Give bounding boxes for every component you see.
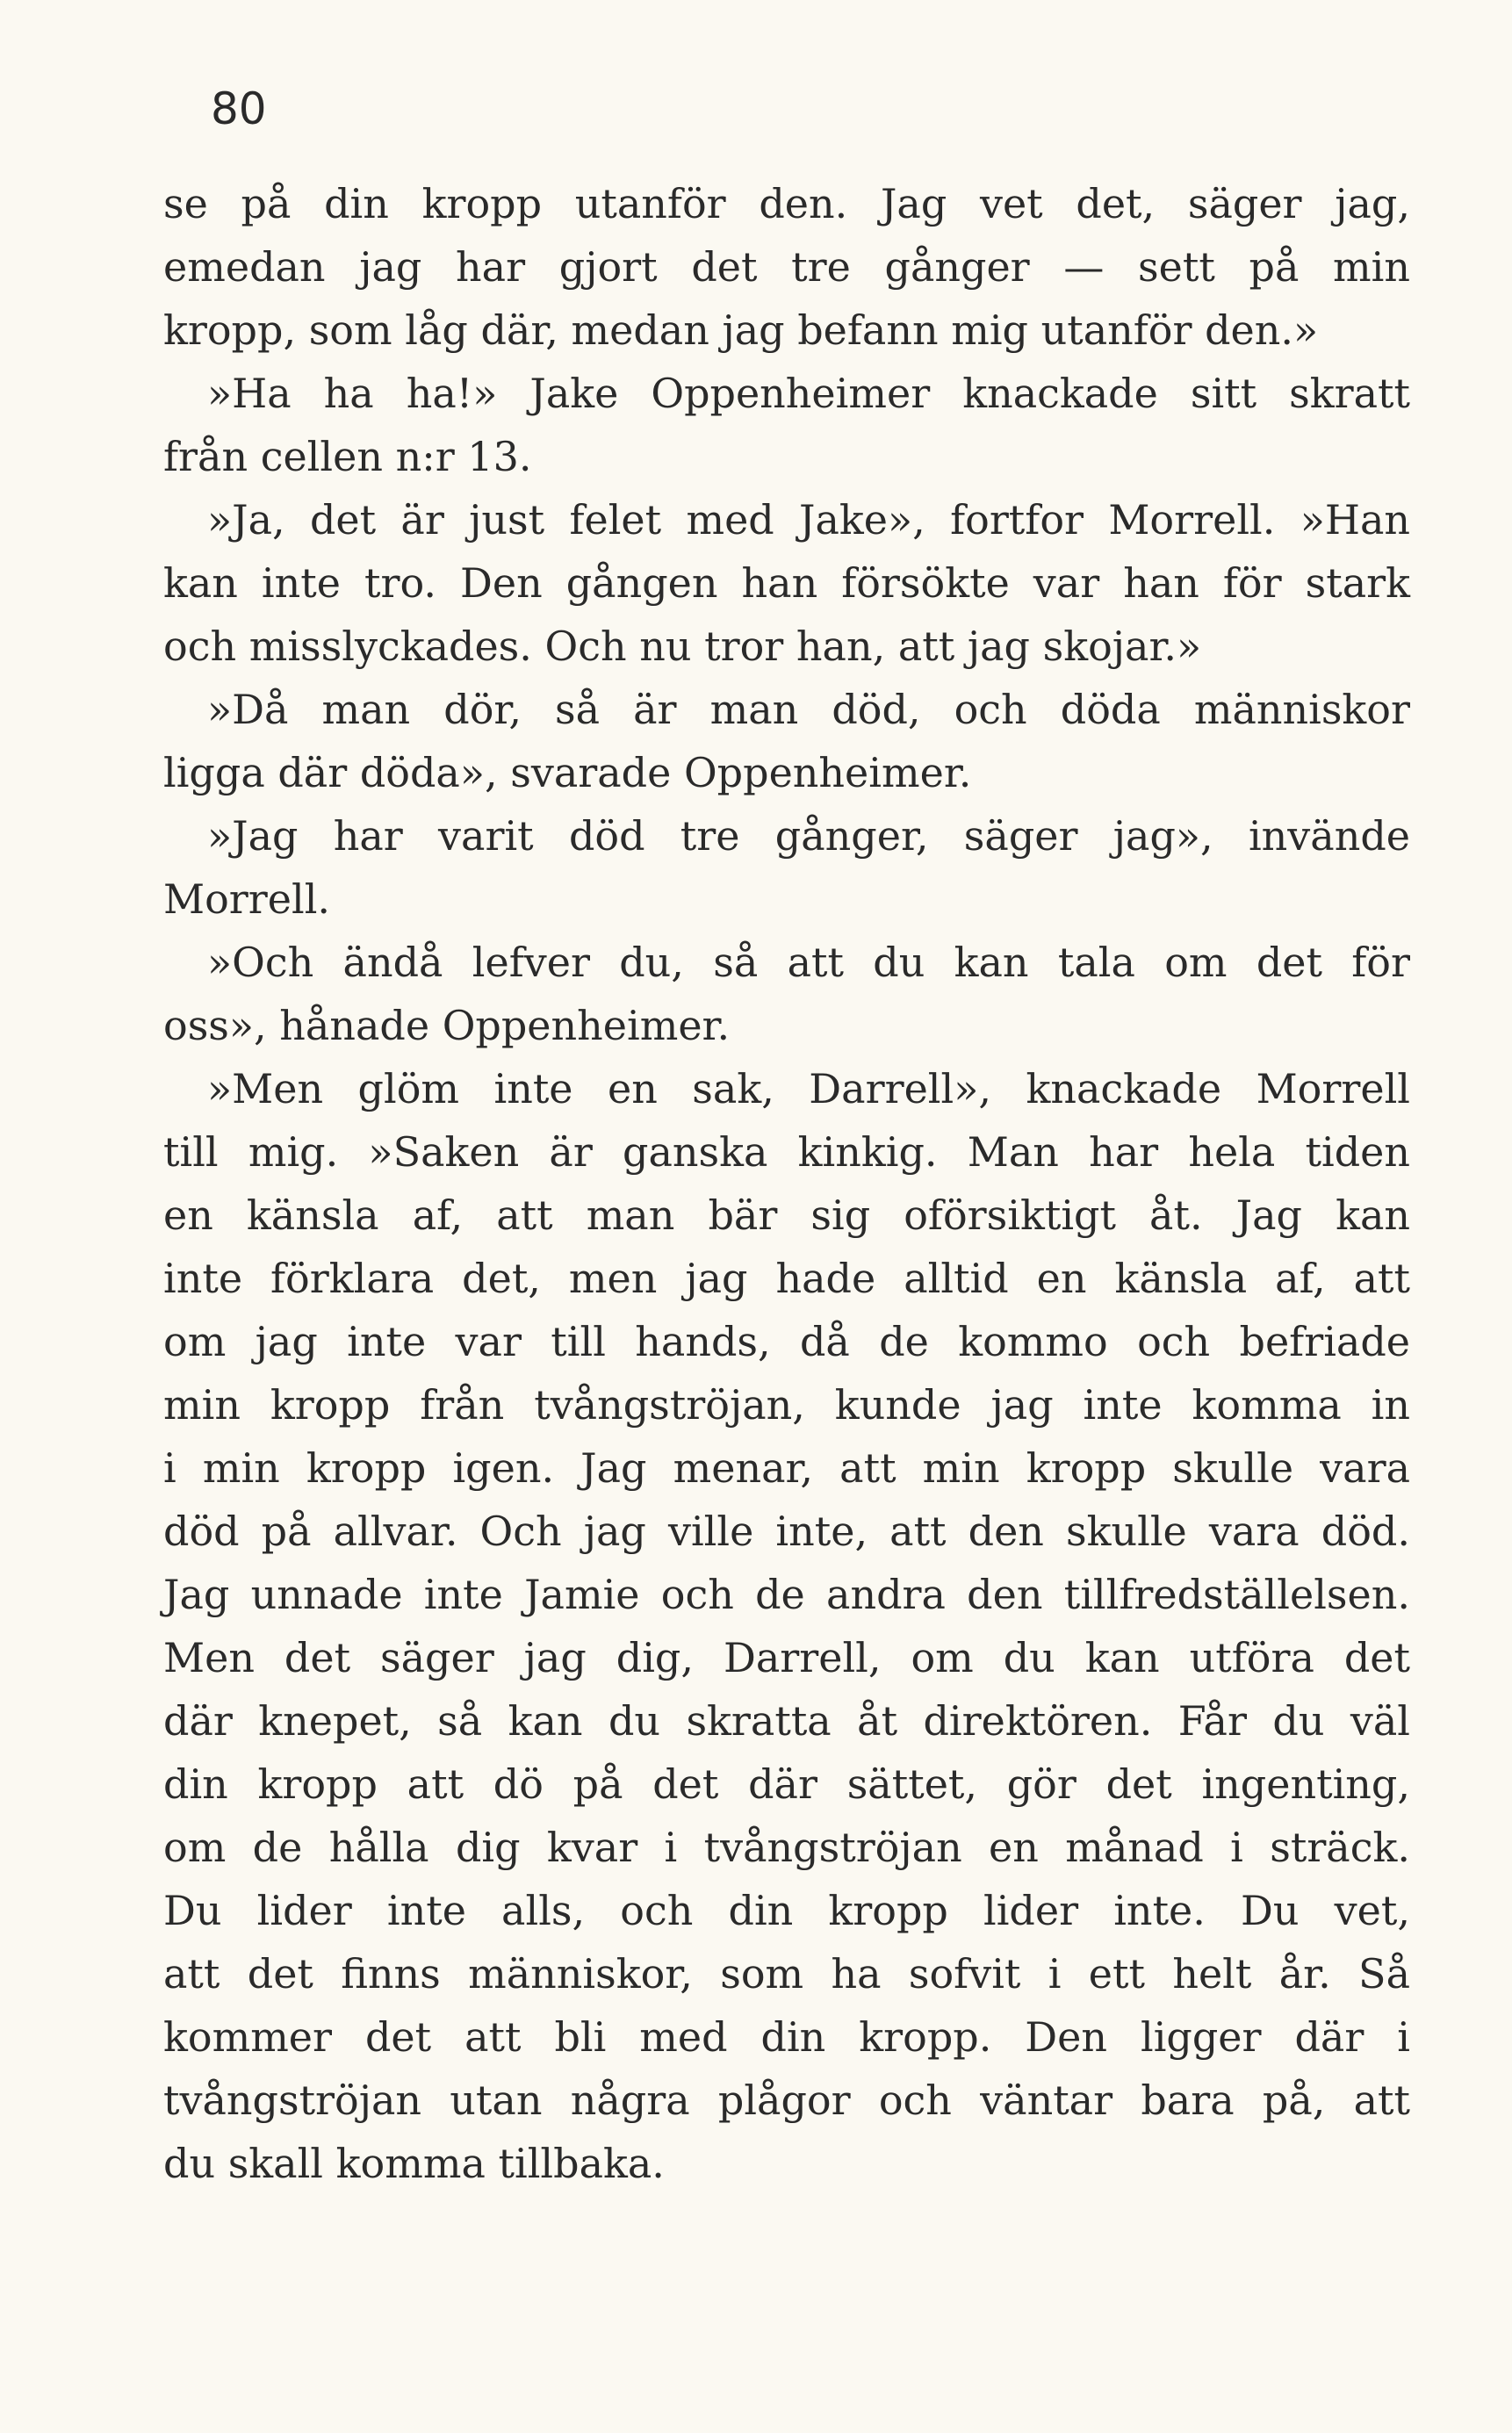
text-line: om de hålla dig kvar i tvångströjan en månad i sträck.: [163, 1824, 1410, 1871]
paragraph: [163, 931, 1410, 1057]
text-line: Jag unnade inte Jamie och de andra den tillfredställelsen.: [163, 1571, 1410, 1618]
text-line: emedan jag har gjort det tre gånger — sett på min: [163, 243, 1410, 291]
text-line: din kropp att dö på det där sättet, gör det ingenting,: [163, 1760, 1410, 1808]
text-line: från cellen n:r 13.: [163, 433, 532, 480]
text-line: du skall komma tillbaka.: [163, 2140, 665, 2187]
paragraph: [163, 678, 1410, 804]
text-line: »Jag har varit död tre gånger, säger jag», invände: [207, 812, 1410, 860]
text-line: död på allvar. Och jag ville inte, att den skulle vara död.: [163, 1508, 1410, 1555]
text-line: oss», hånade Oppenheimer.: [163, 1002, 731, 1049]
text-line: att det finns människor, som ha sofvit i ett helt år. Så: [163, 1950, 1410, 1998]
text-line: Du lider inte alls, och din kropp lider inte. Du vet,: [163, 1887, 1410, 1934]
paragraph: [163, 362, 1410, 488]
text-line: kan inte tro. Den gången han försökte var han för stark: [163, 559, 1410, 607]
text-line: »Ha ha ha!» Jake Oppenheimer knackade sitt skratt: [207, 370, 1410, 417]
text-line: tvångströjan utan några plågor och väntar bara på, att: [163, 2077, 1410, 2124]
page-number: 80: [211, 83, 267, 134]
text-line: Morrell.: [163, 875, 331, 923]
text-line: till mig. »Saken är ganska kinkig. Man har hela tiden: [163, 1128, 1410, 1176]
text-line: se på din kropp utanför den. Jag vet det, säger jag,: [163, 180, 1410, 227]
text-line: där knepet, så kan du skratta åt direktören. Får du väl: [163, 1697, 1410, 1745]
text-line: och misslyckades. Och nu tror han, att jag skojar.»: [163, 623, 1202, 670]
body-text: [163, 172, 1410, 2195]
text-line: ligga där döda», svarade Oppenheimer.: [163, 749, 972, 796]
text-line: »Men glöm inte en sak, Darrell», knackade Morrell: [207, 1065, 1410, 1112]
text-line: »Ja, det är just felet med Jake», fortfor Morrell. »Han: [207, 496, 1410, 543]
text-line: Men det säger jag dig, Darrell, om du kan utföra det: [163, 1634, 1410, 1681]
text-line: kropp, som låg där, medan jag befann mig utanför den.»: [163, 306, 1319, 354]
text-line: i min kropp igen. Jag menar, att min kropp skulle vara: [163, 1444, 1410, 1492]
text-line: min kropp från tvångströjan, kunde jag inte komma in: [163, 1381, 1410, 1429]
text-line: »Och ändå lefver du, så att du kan tala om det för: [207, 939, 1410, 986]
paragraph: [163, 804, 1410, 931]
text-line: om jag inte var till hands, då de kommo och befriade: [163, 1318, 1410, 1365]
text-line: »Då man dör, så är man död, och döda människor: [207, 686, 1410, 733]
text-line: en känsla af, att man bär sig oförsiktigt åt. Jag kan: [163, 1191, 1410, 1239]
text-line: kommer det att bli med din kropp. Den ligger där i: [163, 2013, 1410, 2061]
paragraph: [163, 488, 1410, 678]
paragraph: [163, 172, 1410, 362]
paragraph: [163, 1057, 1410, 2195]
text-line: inte förklara det, men jag hade alltid en känsla af, att: [163, 1255, 1410, 1302]
